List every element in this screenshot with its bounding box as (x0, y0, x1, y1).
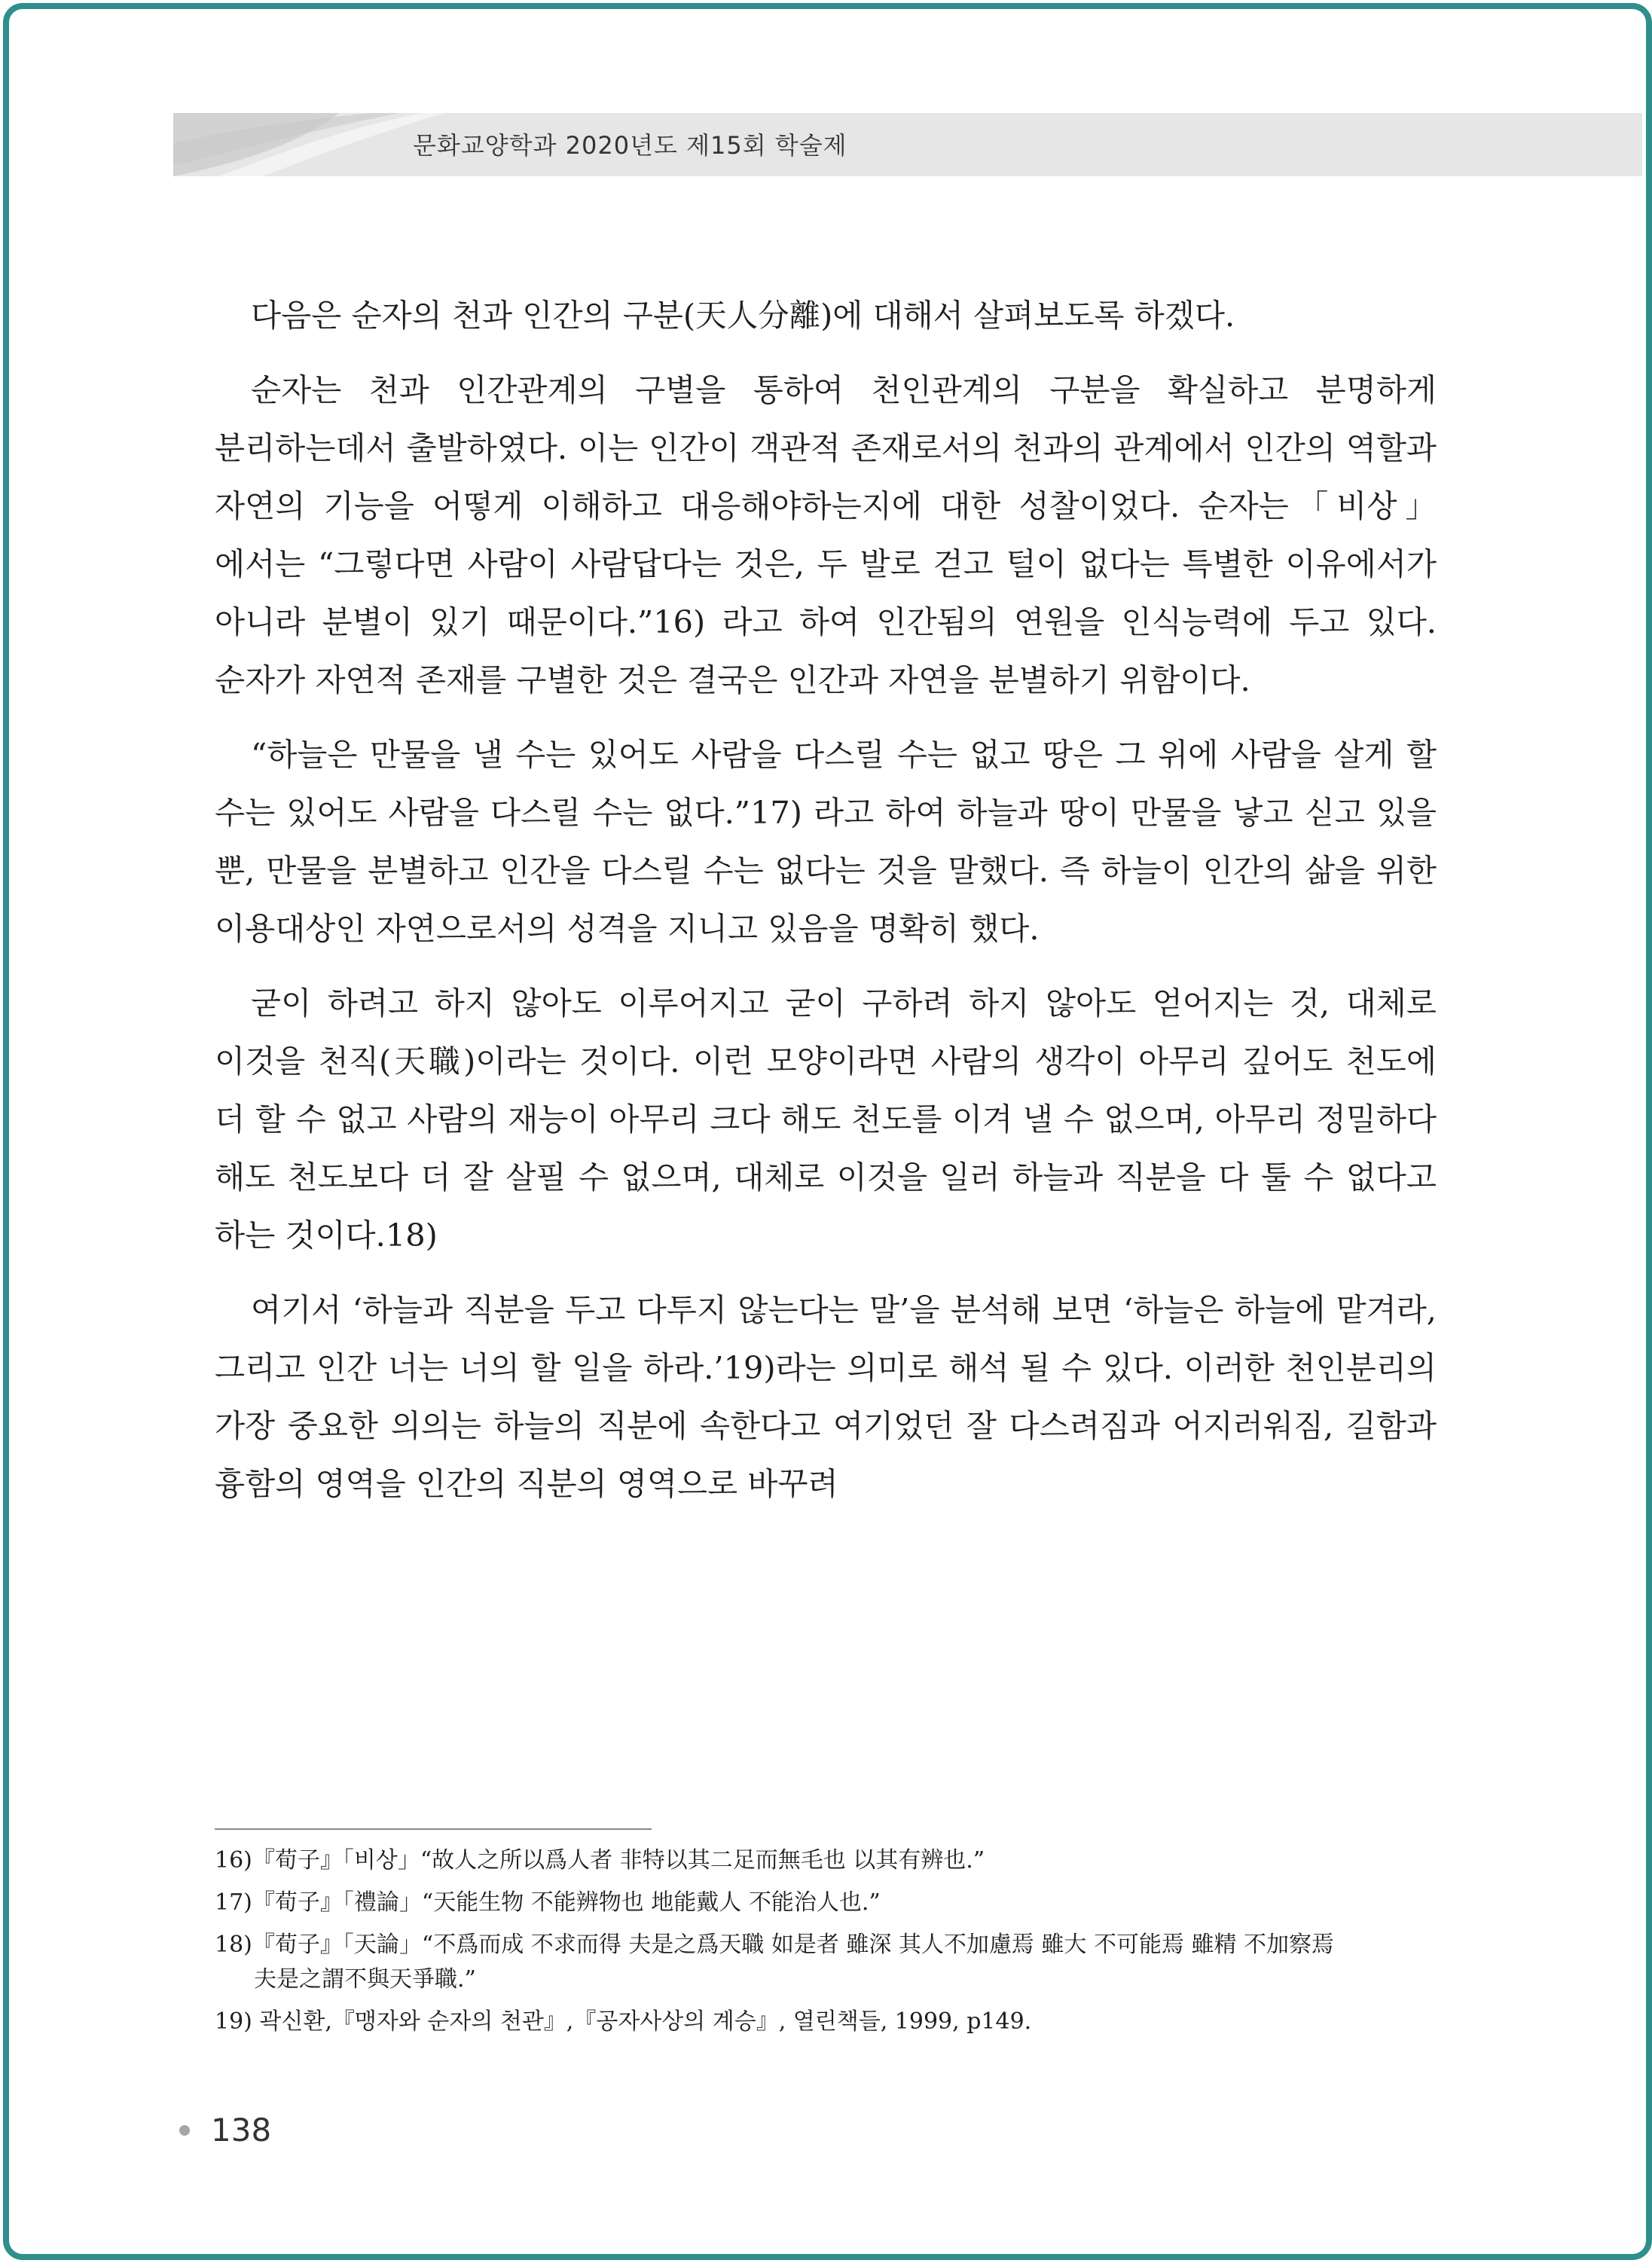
page-number (179, 2112, 271, 2149)
running-header (173, 113, 1642, 176)
footnote-19: 19) 곽신환,『맹자와 순자의 천관』,『공자사상의 계승』, 열린책들, 1999, p149. (215, 2008, 1032, 2035)
paragraph-1: 다음은 순자의 천과 인간의 구분(天人分離)에 대해서 살펴보도록 하겠다. (251, 297, 1235, 334)
footnote-divider (215, 1828, 652, 1830)
paragraph-5: 여기서 ‘하늘과 직분을 두고 다투지 않는다는 말’을 분석해 보면 ‘하늘은 하늘에 맡겨라, 그리고 인간 너는 너의 할 일을 하라.’19)라는 의미로 해석 될 수 있다. 이러한 천인분리의 가장 중요한 의의는 하늘의 직분에 속한다고 여기었던 잘 다스려짐과 어지러워짐, 길함과 흉함의 영역을 인간의 직분의 영역으로 바꾸려 (215, 1291, 1437, 1502)
header-swoosh-decoration (173, 113, 444, 176)
footnotes (215, 1843, 1437, 2047)
footnote-16: 16)『荀子』「비상」“故人之所以爲人者 非特以其二足而無毛也 以其有辨也.” (215, 1847, 985, 1874)
page-number-text: 138 (211, 2112, 272, 2149)
footnote-17: 17)『荀子』「禮論」“天能生物 不能辨物也 地能戴人 不能治人也.” (215, 1889, 881, 1916)
paragraph-2: 순자는 천과 인간관계의 구별을 통하여 천인관계의 구분을 확실하고 분명하게 분리하는데서 출발하였다. 이는 인간이 객관적 존재로서의 천과의 관계에서 인간의 역할과 자연의 기능을 어떻게 이해하고 대응해야하는지에 대한 성찰이었다. 순자는「비상」에서는 “그렇다면 사람이 사람답다는 것은, 두 발로 걷고 털이 없다는 특별한 이유에서가 아니라 분별이 있기 때문이다.”16) 라고 하여 인간됨의 연원을 인식능력에 두고 있다. 순자가 자연적 존재를 구별한 것은 결국은 인간과 자연을 분별하기 위함이다. (215, 371, 1437, 698)
paragraph-4: 굳이 하려고 하지 않아도 이루어지고 굳이 구하려 하지 않아도 얻어지는 것, 대체로 이것을 천직(天職)이라는 것이다. 이런 모양이라면 사람의 생각이 아무리 깊어도 천도에 더 할 수 없고 사람의 재능이 아무리 크다 해도 천도를 이겨 낼 수 없으며, 아무리 정밀하다 해도 천도보다 더 잘 살필 수 없으며, 대체로 이것을 일러 하늘과 직분을 다 툴 수 없다고 하는 것이다.18) (215, 985, 1437, 1254)
footnote-18: 18)『荀子』「天論」“不爲而成 不求而得 夫是之爲天職 如是者 雖深 其人不加慮焉 雖大 不可能焉 雖精 不加察焉 夫是之謂不與天爭職.” (215, 1932, 1335, 1993)
header-title: 문화교양학과 2020년도 제15회 학술제 (413, 131, 847, 160)
body-text (215, 286, 1437, 1529)
page-dot-icon (179, 2125, 190, 2136)
paragraph-3: “하늘은 만물을 낼 수는 있어도 사람을 다스릴 수는 없고 땅은 그 위에 사람을 살게 할 수는 있어도 사람을 다스릴 수는 없다.”17) 라고 하여 하늘과 땅이 만물을 낳고 싣고 있을 뿐, 만물을 분별하고 인간을 다스릴 수는 없다는 것을 말했다. 즉 하늘이 인간의 삶을 위한 이용대상인 자연으로서의 성격을 지니고 있음을 명확히 했다. (215, 736, 1437, 947)
